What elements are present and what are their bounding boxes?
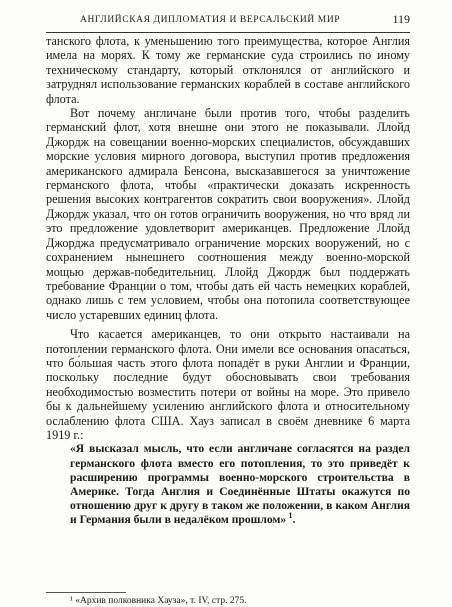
paragraph: Что касается американцев, то они открыто настаивали на потоплении германского флота. Они имели все основания опасаться, что бо́льшая часть этого флота попадёт в руки Англии и Франции, поскольку последние будут обосновывать свои требования необходимостью возместить потери от войны на море. Это привело бы к дальнейшему усилению английского флота и относительному ослаблению флота США. Хауз записал в своём дневнике 6 марта 1919 г.: <box>46 327 410 442</box>
page-header <box>80 13 410 29</box>
running-title: АНГЛИЙСКАЯ ДИПЛОМАТИЯ И ВЕРСАЛЬСКИЙ МИР <box>80 15 341 25</box>
footnote-marker: 1 <box>288 511 293 521</box>
footnote-rule <box>46 592 126 593</box>
footnote: ¹ «Архив полковника Хауза», т. IV, стр. 275. <box>70 596 247 606</box>
block-quote: «Я высказал мысль, что если англичане согласятся на раздел германского флота вместо его потопления, то это приведёт к расширению программы военно-морского строительства в Америке. Тогда Англия и Соединённые Штаты окажутся по отношению друг к другу в таком же положении, в каком Англия и Германия были в недалёком прошлом» $^1$. <box>70 442 410 527</box>
paragraph: Вот почему англичане были против того, чтобы разделить германский флот, хотя внешне они этого не показывали. Ллойд Джордж на совещании военно-морских специалистов, обсуждавших морские условия мирного договора, выступил против предложения американского адмирала Бенсона, высказавшегося за уничтожение германского флота, чтобы «практически доказать искренность решения высоких контрагентов сократить свои вооружения». Ллойд Джордж указал, что он готов ограничить вооружения, но что вряд ли это предложение удовлетворит американцев. Предложение Ллойд Джорджа предусматривало ограничение морских вооружений, но с сохранением нынешнего соотношения между военно-морской мощью держав-победительниц. Ллойд Джордж был поддержать требование Франции о том, чтобы дать ей часть немецких кораблей, однако лишь с тем условием, чтобы она потопила соответствующее число устаревших единиц флота. <box>46 106 410 322</box>
paragraph-continuation: танского флота, к уменьшению того преимущества, которое Англия имела на морях. К тому же германские суда строились по иному техническому стандарту, который отклонялся от английского и затруднял использование германских кораблей в составе английского флота. <box>46 34 410 106</box>
body-text <box>46 34 410 528</box>
quote-text: «Я высказал мысль, что если англичане согласятся на раздел германского флота вместо его потопления, то это приведёт к расширению программы военно-морского строительства в Америке. Тогда Англия и Соединённые Штаты окажутся по отношению друг к другу в таком же положении, в каком Англия и Германия были в недалёком прошлом» <box>70 442 410 527</box>
page-number: 119 <box>392 12 410 26</box>
header-rule <box>46 32 410 33</box>
